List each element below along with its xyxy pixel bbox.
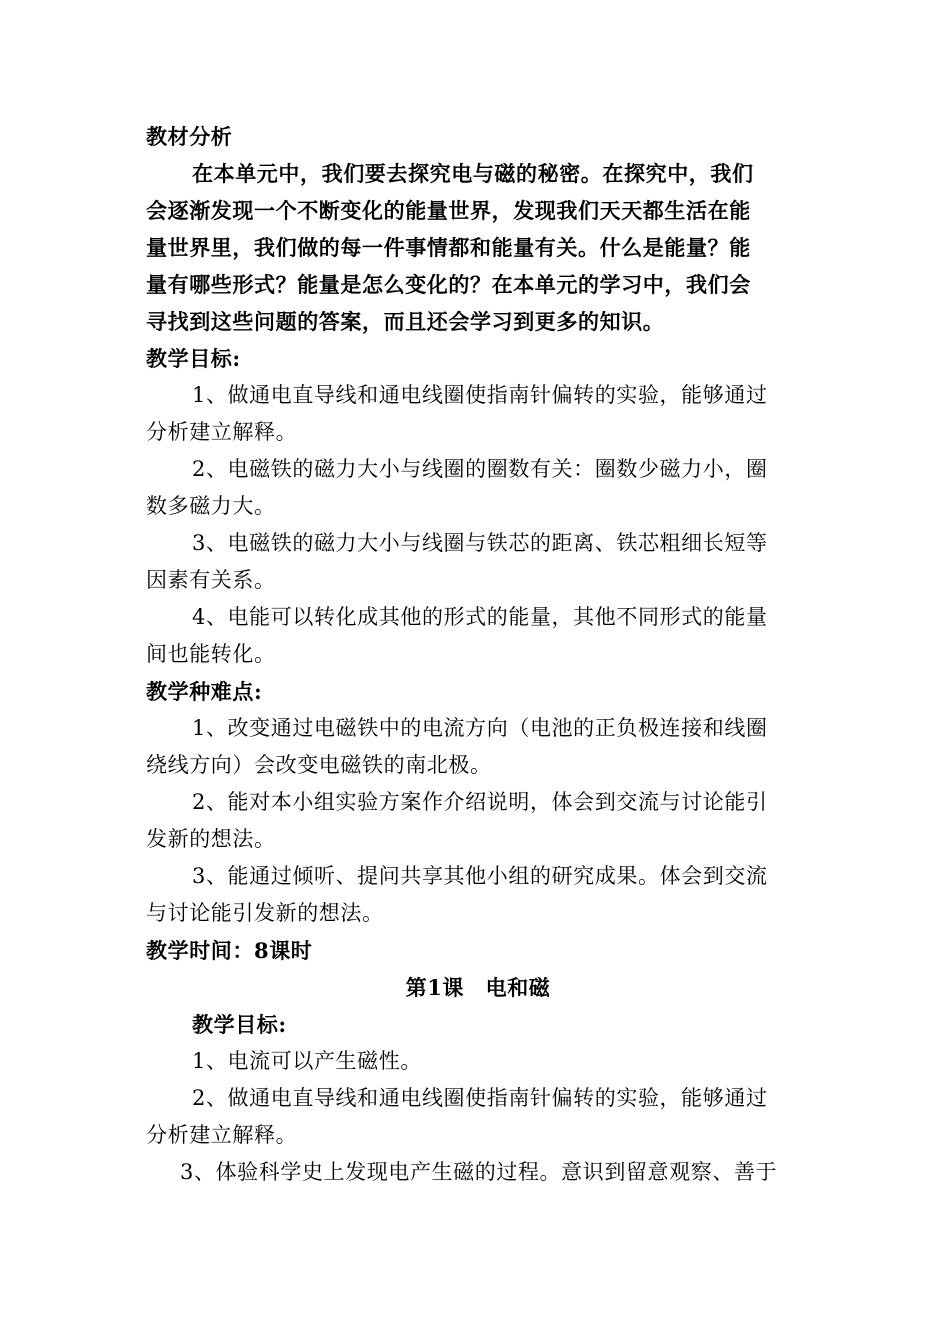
goal-item-line: 分析建立解释。 — [146, 420, 298, 444]
difficulty-item-line: 3、能通过倾听、提问共享其他小组的研究成果。体会到交流 — [192, 864, 768, 888]
teaching-time: 教学时间：8课时 — [146, 938, 313, 963]
analysis-paragraph-line: 在本单元中，我们要去探究电与磁的秘密。在探究中，我们 — [192, 161, 754, 186]
analysis-paragraph-line: 量世界里，我们做的每一件事情都和能量有关。什么是能量？能 — [146, 235, 751, 260]
goal-item-line: 4、电能可以转化成其他的形式的能量，其他不同形式的能量 — [192, 605, 768, 629]
difficulty-item-line: 与讨论能引发新的想法。 — [146, 901, 384, 925]
lesson-title: 第1课 电和磁 — [405, 975, 551, 1000]
goal-item-line: 间也能转化。 — [146, 642, 276, 666]
goal-item-line: 3、电磁铁的磁力大小与线圈与铁芯的距离、铁芯粗细长短等 — [192, 531, 768, 555]
goal-item-line: 1、做通电直导线和通电线圈使指南针偏转的实验，能够通过 — [192, 383, 768, 407]
difficulties-heading: 教学种难点: — [146, 679, 263, 704]
lesson-goal-item-line: 1、电流可以产生磁性。 — [192, 1049, 422, 1073]
analysis-paragraph-line: 会逐渐发现一个不断变化的能量世界，发现我们天天都生活在能 — [146, 198, 751, 223]
goal-item-line: 数多磁力大。 — [146, 494, 276, 518]
lesson-goals-heading: 教学目标: — [192, 1012, 287, 1037]
lesson-goal-item-line: 3、体验科学史上发现电产生磁的过程。意识到留意观察、善于 — [180, 1160, 778, 1184]
difficulty-item-line: 2、能对本小组实验方案作介绍说明，体会到交流与讨论能引 — [192, 790, 768, 814]
analysis-heading: 教材分析 — [146, 124, 233, 149]
goals-heading: 教学目标: — [146, 346, 241, 371]
analysis-paragraph-line: 量有哪些形式？能量是怎么变化的？在本单元的学习中，我们会 — [146, 272, 751, 297]
lesson-goal-item-line: 分析建立解释。 — [146, 1123, 298, 1147]
difficulty-item-line: 发新的想法。 — [146, 827, 276, 851]
analysis-paragraph-line: 寻找到这些问题的答案，而且还会学习到更多的知识。 — [146, 309, 665, 334]
difficulty-item-line: 绕线方向）会改变电磁铁的南北极。 — [146, 753, 492, 777]
document-page — [146, 118, 810, 1191]
goal-item-line: 因素有关系。 — [146, 568, 276, 592]
difficulty-item-line: 1、改变通过电磁铁中的电流方向（电池的正负极连接和线圈 — [192, 716, 768, 740]
lesson-goal-item-line: 2、做通电直导线和通电线圈使指南针偏转的实验，能够通过 — [192, 1086, 768, 1110]
goal-item-line: 2、电磁铁的磁力大小与线圈的圈数有关：圈数少磁力小，圈 — [192, 457, 768, 481]
